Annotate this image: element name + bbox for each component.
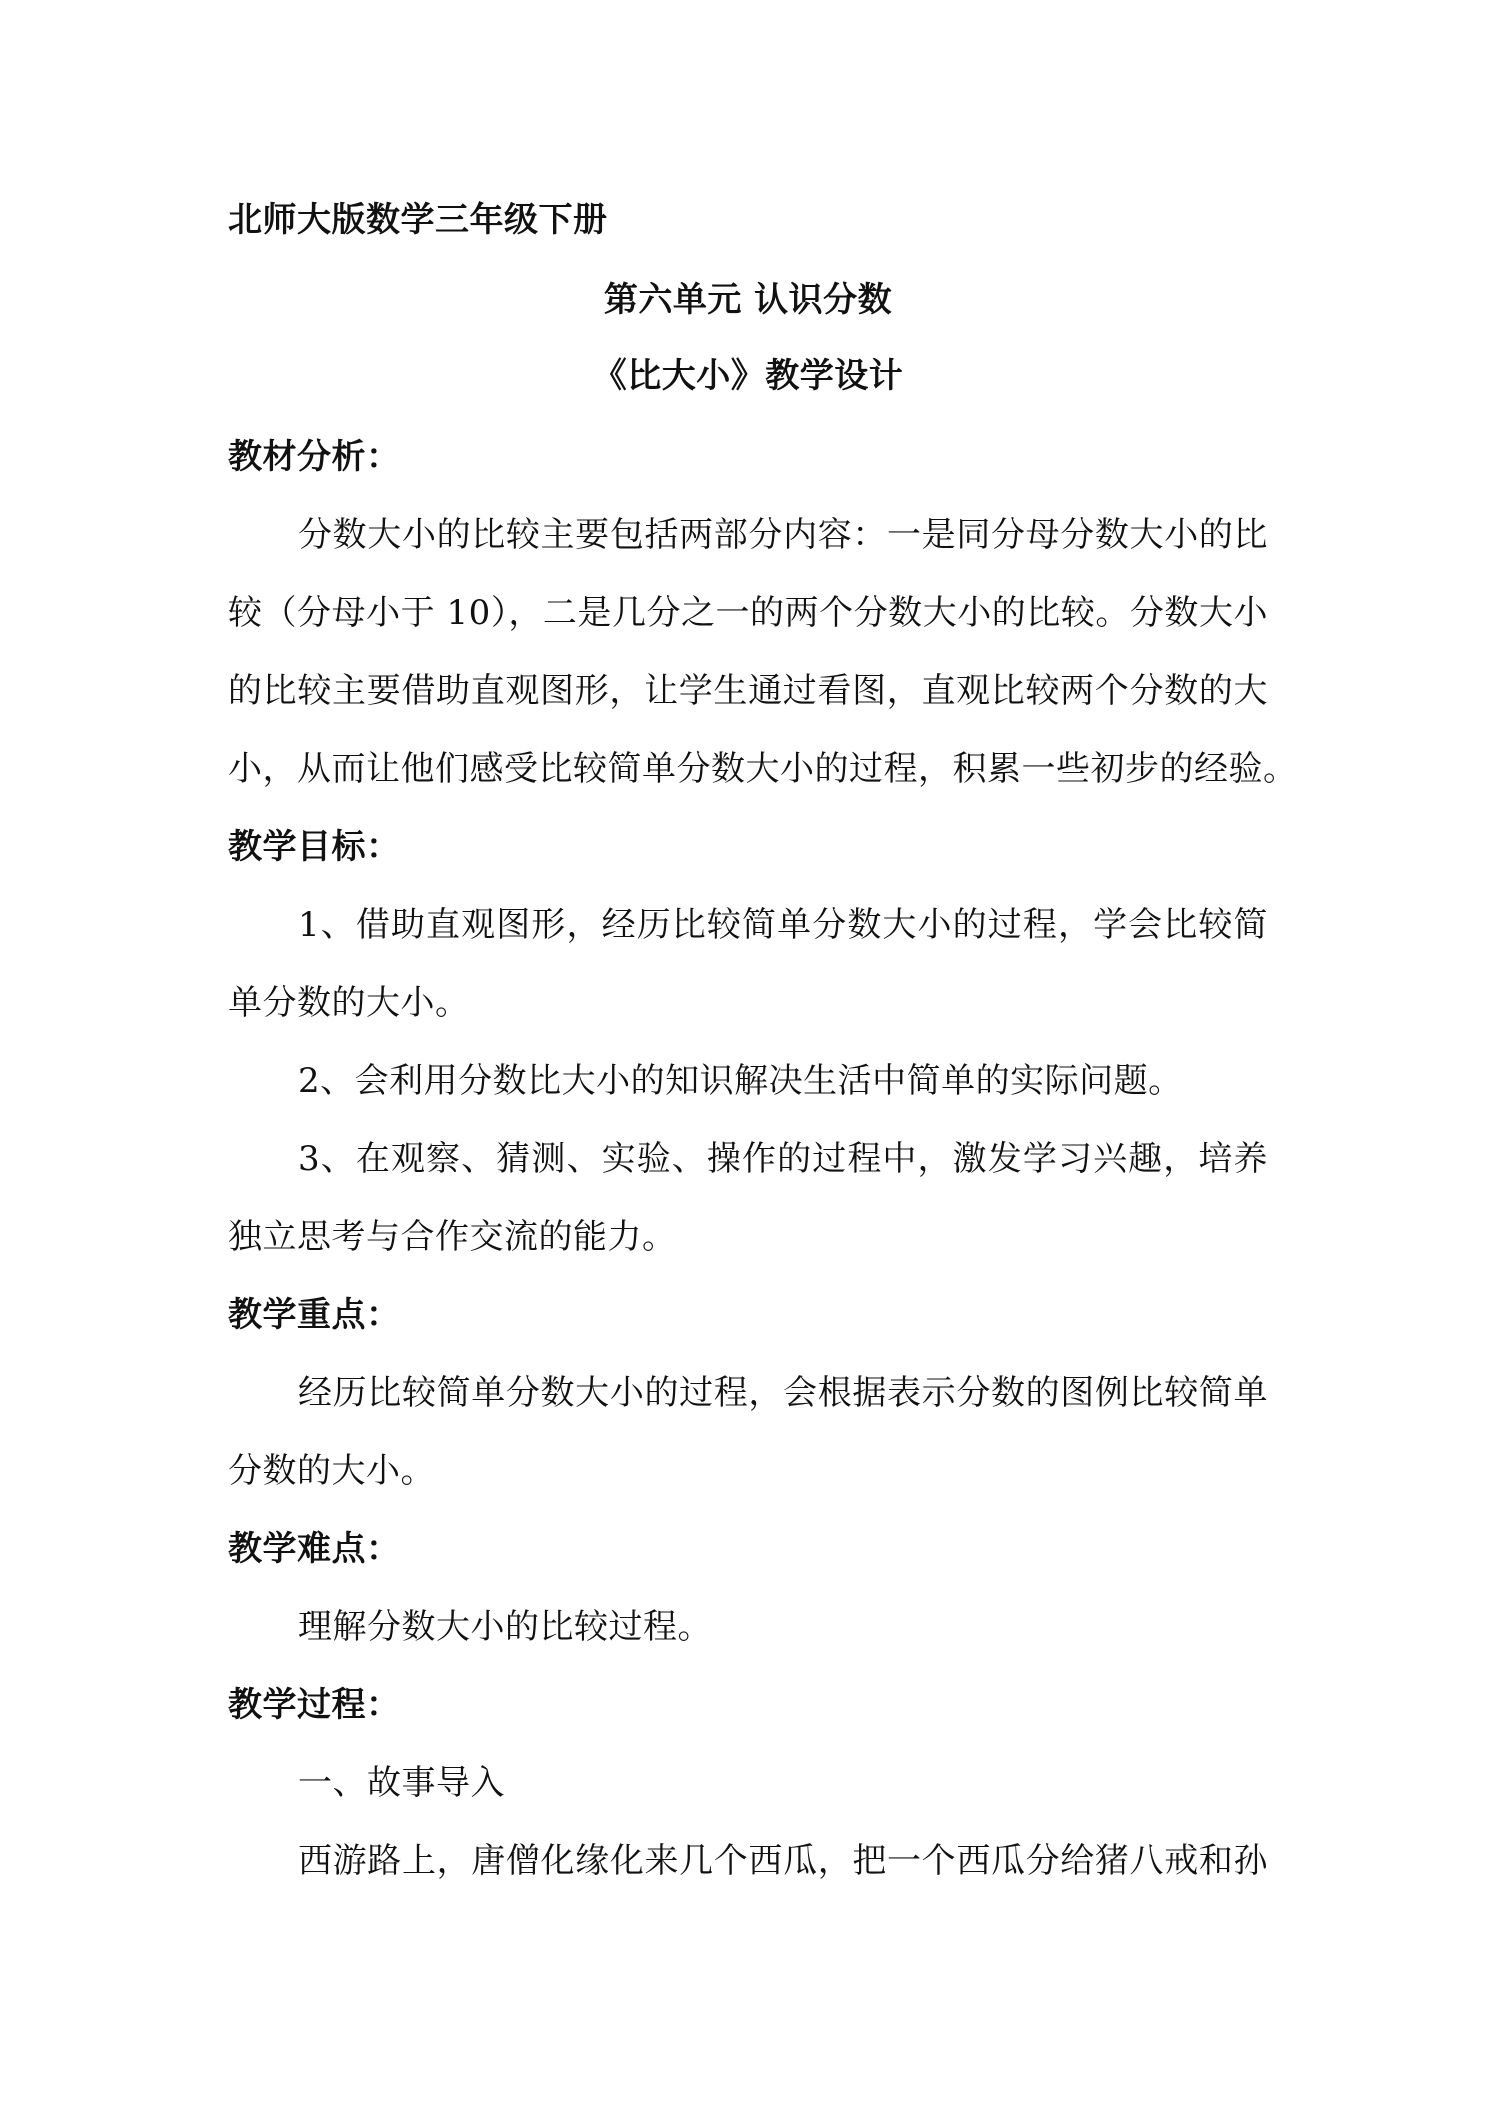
section-heading-material-analysis: 教材分析：	[228, 437, 401, 477]
section-heading-key-points: 教学重点：	[228, 1295, 401, 1335]
paragraph-line: 的比较主要借助直观图形，让学生通过看图，直观比较两个分数的大	[228, 671, 1268, 711]
document-top-title: 北师大版数学三年级下册	[228, 200, 608, 240]
paragraph-line: 小，从而让他们感受比较简单分数大小的过程，积累一些初步的经验。	[228, 749, 1298, 789]
paragraph-line: 一、故事导入	[298, 1763, 505, 1803]
paragraph-line: 独立思考与合作交流的能力。	[228, 1217, 677, 1257]
paragraph-line: 1、借助直观图形，经历比较简单分数大小的过程，学会比较简	[298, 905, 1268, 945]
section-heading-difficulties: 教学难点：	[228, 1529, 401, 1569]
section-heading-process: 教学过程：	[228, 1685, 401, 1725]
paragraph-line: 3、在观察、猜测、实验、操作的过程中，激发学习兴趣，培养	[298, 1139, 1268, 1179]
paragraph-line: 较（分母小于 10），二是几分之一的两个分数大小的比较。分数大小	[228, 593, 1268, 633]
unit-title: 第六单元 认识分数	[603, 280, 893, 320]
paragraph-line: 分数大小的比较主要包括两部分内容：一是同分母分数大小的比	[298, 515, 1268, 555]
paragraph-line: 2、会利用分数比大小的知识解决生活中简单的实际问题。	[298, 1061, 1183, 1101]
paragraph-line: 单分数的大小。	[228, 983, 470, 1023]
lesson-title: 《比大小》教学设计	[592, 356, 904, 396]
paragraph-line: 理解分数大小的比较过程。	[298, 1607, 712, 1647]
paragraph-line: 经历比较简单分数大小的过程，会根据表示分数的图例比较简单	[298, 1373, 1268, 1413]
section-heading-objectives: 教学目标：	[228, 827, 401, 867]
paragraph-line: 西游路上，唐僧化缘化来几个西瓜，把一个西瓜分给猪八戒和孙	[298, 1841, 1268, 1881]
paragraph-line: 分数的大小。	[228, 1451, 435, 1491]
